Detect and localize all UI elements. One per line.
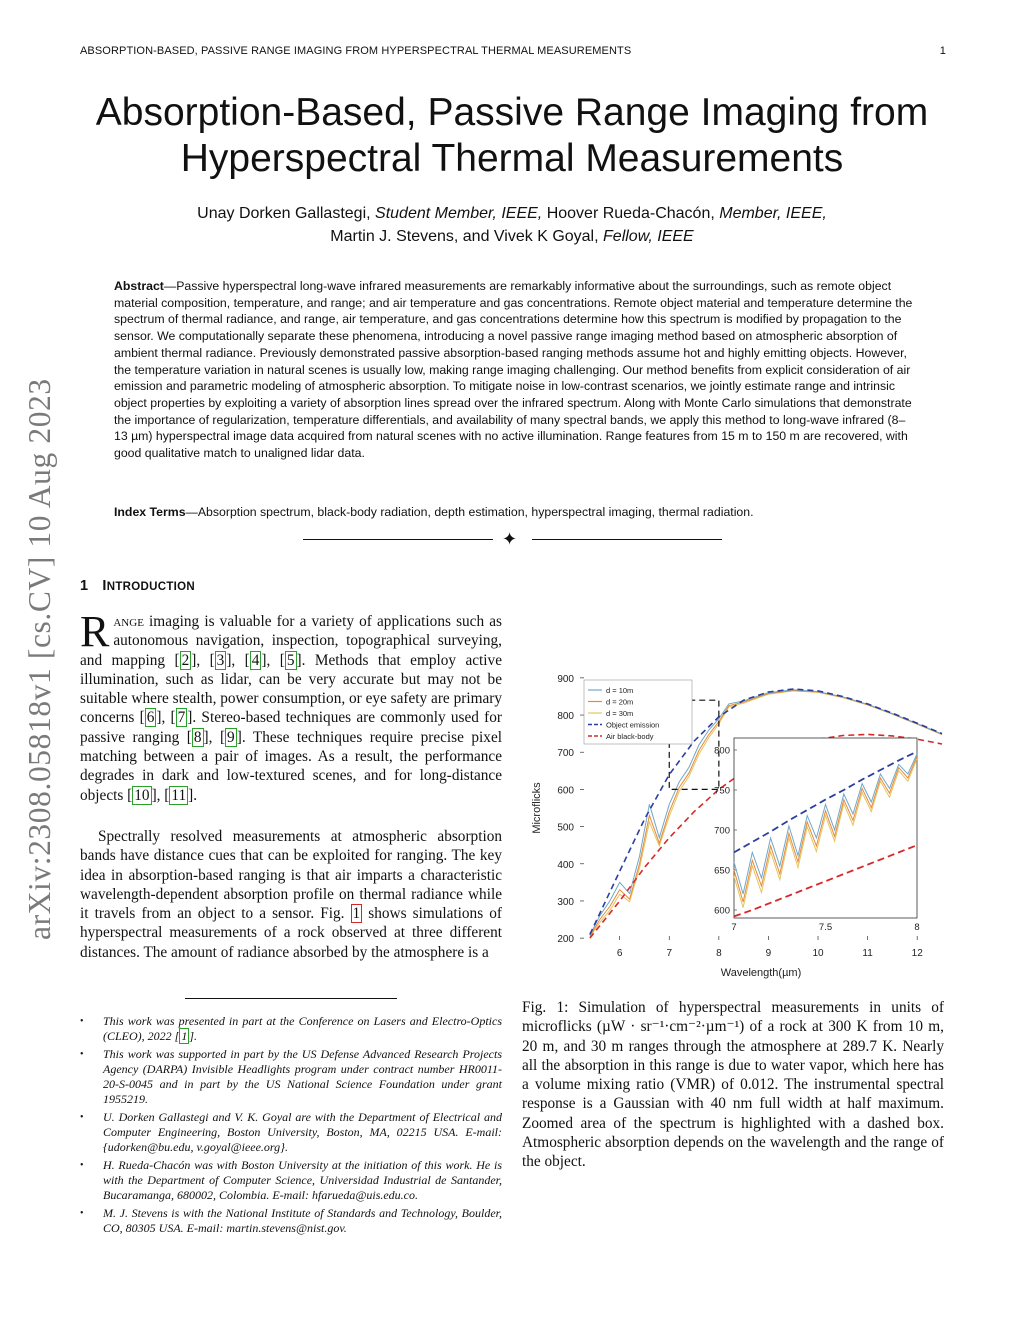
text-run: . Methods that employ active illumination, such as lidar, can be very accurate but may not be suitable where stealth, power consumption, or eye safety are primary concerns bbox=[80, 651, 502, 727]
running-head-title: ABSORPTION-BASED, PASSIVE RANGE IMAGING FROM HYPERSPECTRAL THERMAL MEASUREMENTS bbox=[80, 45, 632, 57]
footnote-rule bbox=[185, 998, 397, 999]
y-axis-label: Microflicks bbox=[531, 782, 543, 834]
page-title: Absorption-Based, Passive Range Imaging from Hyperspectral Thermal Measurements bbox=[95, 91, 929, 180]
text-run: shows simulations of hyperspectral measurements of a rock observed at three different distances. The amount of radiance absorbed by the atmosphere is a bbox=[80, 905, 502, 961]
author-list bbox=[90, 202, 934, 248]
footnote-item bbox=[80, 1110, 502, 1156]
text-run: . Stereo-based techniques are commonly used for passive ranging bbox=[80, 709, 502, 746]
y-tick-label: 700 bbox=[557, 748, 574, 760]
x-axis-label: Wavelength(µm) bbox=[720, 967, 802, 979]
figure-caption: Fig. 1: Simulation of hyperspectral measurements in units of microflicks (µW · sr⁻¹·cm⁻²·µm⁻¹) of a rock at 300 K from 10 m, 20 m, and 30 m ranges through the atmosphere at 289.7 K. Nearly all the absorption in this range is due to water vapor, which here has a volume mixing ratio (VMR) of 0.012. The instrumental spectral response is a Gaussian with 40 nm full width at half maximum. Zoomed area of the spectrum is highlighted with a dashed box. Atmospheric absorption depends on the wavelength and the range of the object. bbox=[522, 999, 944, 1171]
legend-label: Object emission bbox=[606, 720, 660, 730]
x-tick-label: 10 bbox=[812, 948, 824, 959]
author-1-role: Student Member, IEEE, bbox=[375, 205, 543, 222]
index-terms-label: Index Terms bbox=[114, 505, 186, 519]
y-tick-label: 200 bbox=[557, 934, 574, 946]
author-1: Unay Dorken Gallastegi, bbox=[197, 205, 371, 222]
footnote-text: This work was supported in part by the US Defense Advanced Research Projects Agency (DARPA) Invisible Headlights program under contract number HR0011-20-S-0045 and in part by the US National Science Foundation under grant 1955219. bbox=[103, 1046, 502, 1107]
section-heading bbox=[80, 578, 195, 594]
citation-link[interactable]: 10 bbox=[134, 786, 150, 804]
footnote-item bbox=[80, 1206, 502, 1237]
citation-link[interactable]: 11 bbox=[171, 786, 187, 804]
smallcaps-lead: ange bbox=[113, 613, 144, 630]
text-run: . bbox=[193, 786, 198, 804]
y-tick-label: 800 bbox=[557, 711, 574, 723]
author-3-role: Fellow, IEEE bbox=[603, 228, 694, 245]
x-tick-label: 8 bbox=[716, 948, 722, 959]
arxiv-stamp: arXiv:2308.05818v1 [cs.CV] 10 Aug 2023 bbox=[22, 378, 57, 940]
inset-y-tick-label: 750 bbox=[714, 785, 730, 797]
figure-link[interactable]: 1 bbox=[352, 905, 361, 923]
y-tick-label: 600 bbox=[557, 785, 574, 797]
inset-y-tick-label: 700 bbox=[714, 825, 730, 837]
legend-label: d = 30m bbox=[606, 709, 634, 718]
legend-label: d = 20m bbox=[606, 697, 634, 707]
footnotes bbox=[80, 1014, 502, 1238]
footnote-item: • This work was presented in part at the Conference on Lasers and Electro-Optics (CLEO), 2022 [ 1 ]. bbox=[80, 1014, 502, 1044]
x-tick-label: 6 bbox=[616, 948, 623, 959]
y-tick-label: 500 bbox=[557, 822, 574, 834]
author-3: Martin J. Stevens, and Vivek K Goyal, bbox=[330, 228, 599, 245]
divider-diamond-icon: ✦ bbox=[502, 529, 518, 549]
inset-x-tick-label: 7 bbox=[731, 922, 737, 933]
x-tick-label: 12 bbox=[911, 948, 923, 959]
footnote-text: . bbox=[194, 1029, 198, 1044]
citation-link[interactable]: 1 bbox=[181, 1029, 188, 1044]
y-tick-label: 900 bbox=[557, 673, 574, 685]
drop-cap: R bbox=[80, 607, 110, 656]
citation-link[interactable]: 4 bbox=[251, 651, 260, 669]
text-run: . These techniques require precise pixel matching between a pair of images. As a result, the performance degrades in dark and low-textured scenes, and for long-distance objects bbox=[80, 728, 502, 804]
abstract-text: —Passive hyperspectral long-wave infrared measurements are remarkably informative about the surroundings, such as remote object material composition, temperature, and range; and air temperature and gas concentrations. Remote object material and temperature determine the spectrum of thermal radiance, and range, air temperature, and gas concentrations determine how this spectrum is modified by propagation to the sensor. We computationally separate these phenomena, introducing a novel passive range imaging method based on atmospheric absorption of ambient thermal radiance. Previously demonstrated passive absorption-based ranging methods assume hot and highly emitting objects. However, the temperature variation in natural scenes is usually low, making range imaging challenging. Our method benefits from explicit consideration of air emission and parametric modeling of atmospheric absorption. To mitigate noise in low-contrast scenarios, we jointly estimate range and intrinsic object properties by exploiting a variety of absorption lines spread over the infrared spectrum. Along with Monte Carlo simulations that demonstrate the importance of regularization, temperature differentials, and availability of many spectral bands, we apply this method to long-wave infrared (8–13 µm) hyperspectral image data acquired from natural scenes with no active illumination. Range features from 15 m to 150 m are recovered, with good qualitative match to unaligned lidar data. bbox=[114, 279, 913, 461]
figure-1-chart bbox=[522, 668, 952, 988]
abstract bbox=[114, 278, 914, 462]
divider-left bbox=[303, 539, 493, 540]
bullet-icon: • bbox=[80, 1111, 84, 1123]
inset-y-tick-label: 650 bbox=[714, 865, 730, 877]
footnote-text: U. Dorken Gallastegi and V. K. Goyal are with the Department of Electrical and Computer Engineering, Boston University, Boston, MA, 02215 USA. E-mail: {udorken@bu.edu, v.goyal@ieee.org}. bbox=[103, 1109, 502, 1155]
text-run: imaging is valuable for a variety of applications such as autonomous navigation, inspection, topographical surveying, and mapping bbox=[80, 613, 502, 669]
inset-y-tick-label: 600 bbox=[714, 905, 730, 917]
citation-link[interactable]: 8 bbox=[193, 728, 202, 746]
abstract-label: Abstract bbox=[114, 279, 164, 293]
y-tick-label: 400 bbox=[557, 859, 574, 871]
citation-link[interactable]: 5 bbox=[286, 651, 295, 669]
paragraph-intro-2 bbox=[80, 827, 502, 962]
bullet-icon: • bbox=[80, 1048, 84, 1060]
paragraph-intro-1: Range imaging is valuable for a variety of applications such as autonomous navigation, inspection, topographical surveying, and mapping [ 2 ], [ 3 ], [ 4 ], [ 5 ]. Methods that employ active illumination, such as lidar, can be very accurate but may not be suitable where stealth, power consumption, or eye safety are primary concerns [ 6 ], [ 7 ]. Stereo-based techniques are commonly used for passive ranging [ 8 ], [ 9 ]. These techniques require precise pixel matching between a pair of images. As a result, the performance degrades in dark and low-textured scenes, and for long-distance objects [ 10 ], [ 11 ]. bbox=[80, 607, 502, 804]
running-head bbox=[80, 45, 946, 57]
author-2: Hoover Rueda-Chacón, bbox=[546, 205, 715, 222]
x-tick-label: 7 bbox=[666, 948, 673, 959]
page-number: 1 bbox=[939, 45, 946, 57]
index-terms bbox=[114, 504, 914, 521]
citation-link[interactable]: 7 bbox=[177, 709, 186, 727]
inset-x-tick-label: 8 bbox=[914, 922, 920, 933]
x-tick-label: 11 bbox=[862, 948, 873, 959]
footnote-item bbox=[80, 1158, 502, 1204]
y-tick-label: 300 bbox=[557, 896, 574, 908]
legend-label: d = 10m bbox=[606, 686, 634, 695]
index-terms-text: —Absorption spectrum, black-body radiation, depth estimation, hyperspectral imaging, thermal radiation. bbox=[185, 505, 754, 519]
footnote-text: H. Rueda-Chacón was with Boston University at the initiation of this work. He is with the Department of Computer Science, Universidad Industrial de Santander, Bucaramanga, 680002, Colombia. E-mail: hfarueda@uis.edu.co. bbox=[103, 1157, 502, 1203]
author-2-role: Member, IEEE, bbox=[719, 205, 827, 222]
bullet-icon: • bbox=[80, 1016, 84, 1027]
citation-link[interactable]: 9 bbox=[227, 728, 235, 746]
x-tick-label: 9 bbox=[765, 948, 772, 959]
bullet-icon: • bbox=[80, 1207, 84, 1219]
legend-label: Air black-body bbox=[606, 732, 654, 741]
inset-y-tick-label: 800 bbox=[714, 745, 730, 757]
citation-link[interactable]: 6 bbox=[146, 709, 155, 727]
section-initial: I bbox=[102, 578, 107, 594]
footnote-item bbox=[80, 1047, 502, 1108]
text-run: Spectrally resolved measurements at atmospheric absorption bands have distance cues that can be exploited for ranging. The key idea in absorption-based ranging is that air imparts a characteristic wavelength-dependent absorption profile on thermal radiance while it travels from an object to a sensor. Fig. bbox=[80, 828, 502, 923]
bullet-icon: • bbox=[80, 1159, 84, 1171]
inset-x-tick-label: 7.5 bbox=[818, 922, 833, 933]
section-title-rest: NTRODUCTION bbox=[106, 581, 195, 593]
section-number: 1 bbox=[80, 578, 89, 594]
citation-link[interactable]: 2 bbox=[181, 651, 190, 669]
footnote-text: M. J. Stevens is with the National Institute of Standards and Technology, Boulder, CO, 80305 USA. E-mail: martin.stevens@nist.gov. bbox=[103, 1205, 502, 1235]
figure-1 bbox=[522, 668, 952, 988]
footnote-text: This work was presented in part at the Conference on Lasers and Electro-Optics (CLEO), 2022 bbox=[103, 1014, 502, 1044]
divider-right bbox=[532, 539, 722, 540]
citation-link[interactable]: 3 bbox=[216, 651, 225, 669]
